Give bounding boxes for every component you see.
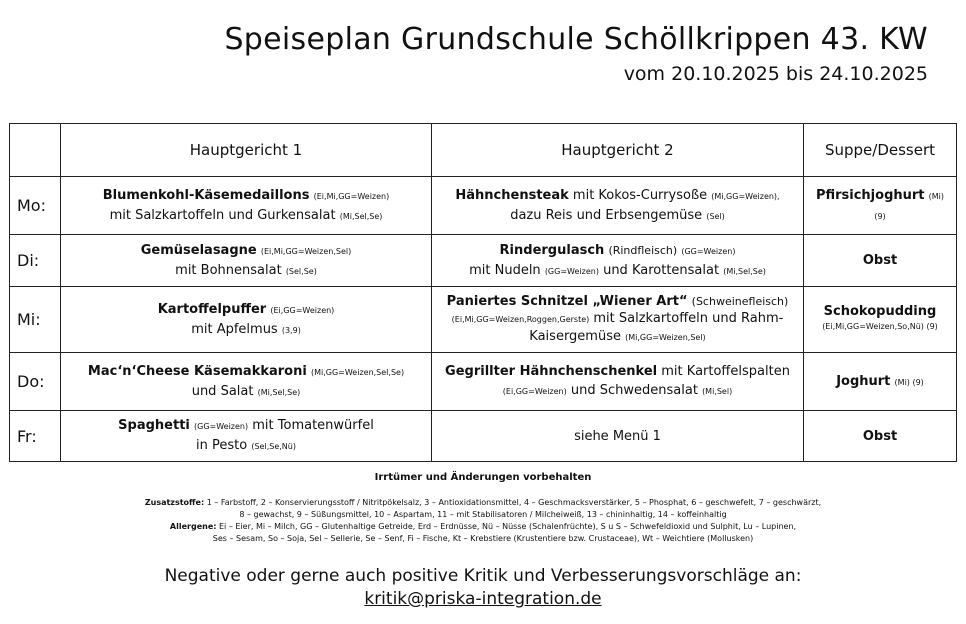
hauptgericht-2-cell: [432, 287, 804, 353]
side-text: und Schwedensalat: [570, 383, 698, 398]
allergene-text: Ei – Eier, Mi – Milch, GG – Glutenhaltige Getreide, Erd – Erdnüsse, Nü – Nüsse (Schalenfrüchte), S u S – Schwefeldioxid und Sulphit, Lu – Lupinen,: [219, 522, 797, 531]
allergen-codes: (Ei,Mi,GG=Weizen,Roggen,Gerste): [451, 315, 590, 324]
dish-name: Kartoffelpuffer: [157, 301, 267, 317]
dish-name: Spaghetti: [118, 418, 190, 433]
dish-name: Rindergulasch: [499, 242, 605, 258]
zusatz-label: Zusatzstoffe:: [144, 498, 205, 507]
table-row-friday: [10, 411, 957, 462]
dessert-cell: [804, 287, 957, 353]
hauptgericht-2-cell: [432, 177, 804, 235]
dish-text: mit Tomatenwürfel: [252, 418, 374, 433]
day-label: Mi:: [10, 287, 61, 353]
feedback-email-link[interactable]: kritik@priska-integration.de: [364, 589, 602, 609]
dish-name: Hähnchensteak: [455, 187, 569, 203]
day-label: Di:: [10, 235, 61, 287]
day-label: Mo:: [10, 177, 61, 235]
table-row-monday: [10, 177, 957, 235]
dish-text: mit Kartoffelspalten: [661, 364, 790, 379]
dish-text: mit Kokos-Currysoße: [572, 187, 708, 203]
hauptgericht-1-cell: [61, 353, 432, 411]
table-row-wednesday: [10, 287, 957, 353]
dessert-cell: [804, 353, 957, 411]
page-title: Speiseplan Grundschule Schöllkrippen 43. KW: [224, 22, 928, 57]
meat-type: (Rindfleisch): [608, 243, 678, 257]
allergen-codes: (Ei,GG=Weizen): [270, 305, 335, 315]
hauptgericht-1-cell: [61, 287, 432, 353]
dessert-cell: [804, 411, 957, 462]
allergen-codes: (Mi,Sel,Se): [339, 211, 383, 221]
day-label: Fr:: [10, 411, 61, 462]
hauptgericht-1-cell: [61, 411, 432, 462]
allergen-codes: (Mi,GG=Weizen),: [711, 191, 780, 201]
dessert-name: Pfirsichjoghurt: [815, 187, 925, 203]
allergene-text: Ses – Sesam, So – Soja, Sel – Sellerie, Se – Senf, Fi – Fische, Kt – Krebstiere (Krustentiere bzw. Crustaceae), Wt – Weichtiere (Mollusken): [212, 534, 754, 543]
allergen-codes: (GG=Weizen): [544, 266, 599, 276]
allergen-codes: (GG=Weizen): [194, 422, 249, 431]
dish-name: Paniertes Schnitzel „Wiener Art“: [446, 294, 688, 309]
hauptgericht-2-cell: [432, 353, 804, 411]
allergene-label: Allergene:: [169, 522, 217, 531]
dessert-cell: [804, 235, 957, 287]
side-text: mit Salzkartoffeln und Gurkensalat: [109, 207, 336, 223]
side-text: mit Apfelmus: [191, 321, 278, 337]
dish-name: Gemüselasagne: [140, 242, 257, 258]
column-header-suppe-dessert: Suppe/Dessert: [804, 124, 957, 177]
dessert-name: Obst: [862, 253, 898, 268]
allergen-codes: (GG=Weizen): [681, 246, 736, 256]
column-header-day: [10, 124, 61, 177]
allergen-codes: (Mi) (9): [874, 191, 945, 221]
zusatz-text: 1 – Farbstoff, 2 – Konservierungsstoff / Nitritpökelsalz, 3 – Antioxidationsmittel, 4 – Geschmacksverstärker, 5 – Phosphat, 6 – geschwefelt, 7 – geschwärzt,: [206, 498, 822, 507]
side-text: mit Salzkartoffeln und Rahm-: [593, 311, 784, 326]
disclaimer: Irrtümer und Änderungen vorbehalten: [374, 472, 592, 483]
hauptgericht-1-cell: [61, 235, 432, 287]
feedback-text: Negative oder gerne auch positive Kritik und Verbesserungsvorschläge an:: [164, 566, 802, 586]
dessert-name: Obst: [862, 428, 898, 444]
legend: [0, 497, 966, 545]
allergen-codes: (Sel): [706, 211, 725, 221]
allergen-codes: (Ei,Mi,GG=Weizen): [313, 191, 390, 201]
day-label: Do:: [10, 353, 61, 411]
side-text: Kaisergemüse: [529, 329, 621, 344]
dessert-name: Schokopudding: [823, 304, 937, 319]
dessert-cell: [804, 177, 957, 235]
allergen-codes: (Mi,GG=Weizen,Sel,Se): [310, 367, 405, 377]
allergen-codes: (Ei,Mi,GG=Weizen,So,Nü) (9): [822, 322, 938, 331]
column-header-hauptgericht-1: Hauptgericht 1: [61, 124, 432, 177]
side-text: in Pesto: [196, 438, 248, 453]
hauptgericht-2-cell: [432, 235, 804, 287]
hauptgericht-2-cell: [432, 411, 804, 462]
side-text: mit Nudeln: [469, 262, 541, 278]
dish-name: Mac‘n‘Cheese Käsemakkaroni: [87, 363, 307, 379]
page-subtitle: vom 20.10.2025 bis 24.10.2025: [623, 63, 928, 85]
column-header-hauptgericht-2: Hauptgericht 2: [432, 124, 804, 177]
menu-table: [9, 123, 957, 462]
allergen-codes: (3,9): [281, 325, 301, 335]
dish-name: Blumenkohl-Käsemedaillons: [102, 187, 310, 203]
table-row-thursday: [10, 353, 957, 411]
side-text: dazu Reis und Erbsengemüse: [510, 207, 703, 223]
meat-type: (Schweinefleisch): [691, 295, 789, 308]
allergen-codes: (Mi,Sel): [702, 387, 733, 396]
hauptgericht-1-cell: [61, 177, 432, 235]
allergen-codes: (Sel,Se): [285, 266, 317, 276]
allergen-codes: (Mi,Sel,Se): [257, 387, 301, 397]
dessert-name: Joghurt: [836, 373, 891, 389]
side-text: und Karottensalat: [603, 262, 720, 278]
allergen-codes: (Mi,Sel,Se): [723, 266, 766, 276]
allergen-codes: (Sel,Se,Nü): [251, 442, 296, 451]
table-row-tuesday: [10, 235, 957, 287]
allergen-codes: (Ei,GG=Weizen): [502, 387, 567, 396]
table-header-row: [10, 124, 957, 177]
allergen-codes: (Ei,Mi,GG=Weizen,Sel): [260, 246, 352, 256]
dish-name: Gegrillter Hähnchenschenkel: [445, 364, 658, 379]
see-menu-text: siehe Menü 1: [574, 428, 661, 444]
allergen-codes: (Mi) (9): [894, 377, 924, 387]
allergen-codes: (Mi,GG=Weizen,Sel): [625, 333, 706, 342]
side-text: mit Bohnensalat: [175, 262, 282, 278]
side-text: und Salat: [191, 383, 254, 399]
feedback-section: [0, 565, 966, 611]
zusatz-text: 8 – gewachst, 9 – Süßungsmittel, 10 – Aspartam, 11 – mit Stabilisatoren / Milcheiweiß, 13 – chininhaltig, 14 – koffeinhaltig: [239, 510, 727, 519]
